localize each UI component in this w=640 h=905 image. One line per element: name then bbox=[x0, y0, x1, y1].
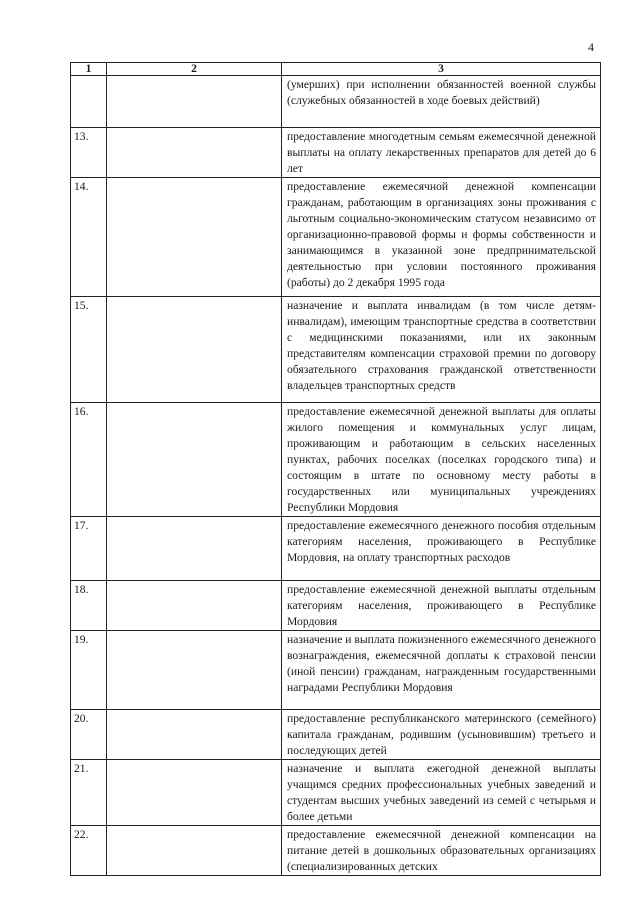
row-col2 bbox=[107, 826, 282, 876]
services-table bbox=[70, 62, 601, 876]
row-description: назначение и выплата ежегодной денежной выплаты учащимся средних профессиональных учебных заведений и студентам высших учебных заведений из семей с четырьмя и более детьми bbox=[282, 760, 601, 826]
table-row bbox=[71, 128, 601, 178]
row-col2 bbox=[107, 581, 282, 631]
row-number: 18. bbox=[71, 581, 107, 631]
row-description: предоставление ежемесячной денежной компенсации гражданам, работающим в организациях зоны проживания с льготным социально-экономическим статусом независимо от организационно-правовой формы и формы собственности и занимающимся в указанной зоне предпринимательской деятельностью при условии постоянного проживания (работы) до 2 декабря 1995 года bbox=[282, 178, 601, 297]
row-col2 bbox=[107, 178, 282, 297]
row-description: предоставление ежемесячной денежной выплаты отдельным категориям населения, проживающего в Республике Мордовия bbox=[282, 581, 601, 631]
table-row bbox=[71, 710, 601, 760]
row-col2 bbox=[107, 631, 282, 710]
row-number: 14. bbox=[71, 178, 107, 297]
row-number: 19. bbox=[71, 631, 107, 710]
page-number: 4 bbox=[588, 40, 594, 54]
row-col2 bbox=[107, 517, 282, 581]
row-description: предоставление республиканского материнского (семейного) капитала гражданам, родившим (усыновившим) третьего и последующих детей bbox=[282, 710, 601, 760]
row-col2 bbox=[107, 297, 282, 403]
table-row bbox=[71, 826, 601, 876]
header-col-3: 3 bbox=[282, 63, 601, 76]
table-row bbox=[71, 631, 601, 710]
row-description: предоставление ежемесячной денежной выплаты для оплаты жилого помещения и коммунальных услуг лицам, проживающим и работающим в сельских населенных пунктах, рабочих поселках (поселках городского типа) и состоящим в штате по основному месту работы в государственных или муниципальных учреждениях Республики Мордовия bbox=[282, 403, 601, 517]
table-header-row bbox=[71, 63, 601, 76]
row-description: предоставление многодетным семьям ежемесячной денежной выплаты на оплату лекарственных препаратов для детей до 6 лет bbox=[282, 128, 601, 178]
row-number: 16. bbox=[71, 403, 107, 517]
row-number: 13. bbox=[71, 128, 107, 178]
row-col2 bbox=[107, 760, 282, 826]
row-description: назначение и выплата пожизненного ежемесячного денежного вознаграждения, ежемесячной доплаты к страховой пенсии (иной пенсии) гражданам, награжденным государственными наградами Республики Мордовия bbox=[282, 631, 601, 710]
row-description: (умерших) при исполнении обязанностей военной службы (служебных обязанностей в ходе боевых действий) bbox=[282, 76, 601, 128]
table-row bbox=[71, 517, 601, 581]
table-row bbox=[71, 76, 601, 128]
table-row bbox=[71, 297, 601, 403]
table-row bbox=[71, 178, 601, 297]
row-number: 22. bbox=[71, 826, 107, 876]
row-number: 20. bbox=[71, 710, 107, 760]
table-row bbox=[71, 760, 601, 826]
header-col-1: 1 bbox=[71, 63, 107, 76]
table-row bbox=[71, 403, 601, 517]
row-description: предоставление ежемесячной денежной компенсации на питание детей в дошкольных образовательных организациях (специализированных детских bbox=[282, 826, 601, 876]
row-col2 bbox=[107, 76, 282, 128]
row-number bbox=[71, 76, 107, 128]
row-description: предоставление ежемесячного денежного пособия отдельным категориям населения, проживающего в Республике Мордовия, на оплату транспортных расходов bbox=[282, 517, 601, 581]
row-number: 17. bbox=[71, 517, 107, 581]
row-col2 bbox=[107, 710, 282, 760]
row-description: назначение и выплата инвалидам (в том числе детям-инвалидам), имеющим транспортные средства в соответствии с медицинскими показаниями, или их законным представителям компенсации страховой премии по договору обязательного страхования гражданской ответственности владельцев транспортных средств bbox=[282, 297, 601, 403]
table-row bbox=[71, 581, 601, 631]
header-col-2: 2 bbox=[107, 63, 282, 76]
row-col2 bbox=[107, 403, 282, 517]
row-number: 15. bbox=[71, 297, 107, 403]
row-col2 bbox=[107, 128, 282, 178]
row-number: 21. bbox=[71, 760, 107, 826]
